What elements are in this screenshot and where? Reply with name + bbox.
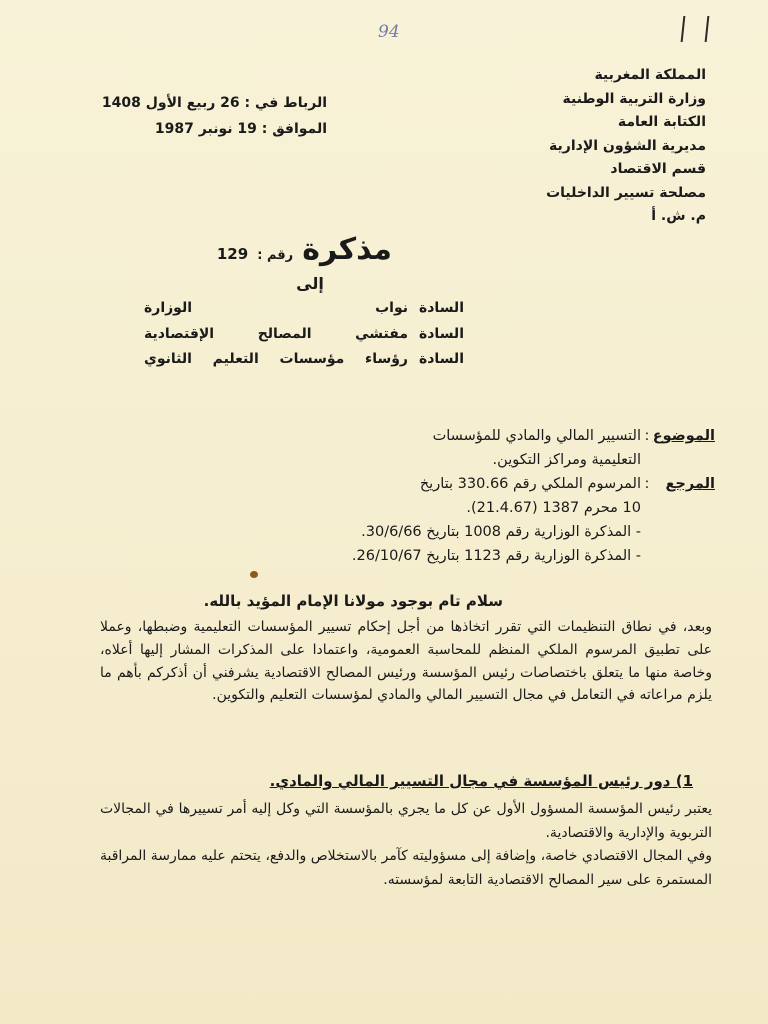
letterhead-line: مديرية الشؤون الإدارية bbox=[549, 137, 706, 154]
section-paragraph: يعتبر رئيس المؤسسة المسؤول الأول عن كل ما يجري بالمؤسسة التي وكل إليه أمر تسييرها في المجالات التربوية والإدارية والاقتصادية. bbox=[100, 801, 712, 841]
subject-line: التعليمية ومراكز التكوين. bbox=[492, 452, 641, 468]
reference-label: المرجع bbox=[665, 476, 715, 492]
letterhead bbox=[546, 64, 706, 229]
date-block bbox=[95, 90, 327, 142]
reference-line: 10 محرم 1387 (21.4.67). bbox=[466, 500, 641, 516]
letterhead-line: المملكة المغربية bbox=[594, 67, 706, 83]
memo-number: 129 bbox=[216, 245, 249, 263]
recipient-row bbox=[144, 347, 464, 373]
reference-line: المرسوم الملكي رقم 330.66 بتاريخ bbox=[419, 476, 641, 492]
letterhead-line: م. ش. أ bbox=[651, 208, 706, 224]
letterhead-line: وزارة التربية الوطنية bbox=[562, 90, 706, 107]
recipient-title: السادة bbox=[418, 325, 464, 342]
intro-paragraph bbox=[100, 616, 712, 707]
subject-reference-block: الموضوع : التسيير المالي والمادي للمؤسسات التعليمية ومراكز التكوين. المرجع : المرسوم الملكي رقم 330.66 بتاريخ 10 محرم 1387 (21.4.67). - المذكرة الوزارية رقم 1008 بتاريخ 30/6/66. - المذكرة الوزارية رقم 1123 بتاريخ 26/10/67. bbox=[145, 424, 715, 568]
section-title: 1) دور رئيس المؤسسة في مجال التسيير المالي والمادي. bbox=[269, 772, 693, 790]
date-line-gregorian: الموافق : 19 نونبر 1987 bbox=[154, 121, 327, 137]
recipient-body: رؤساء مؤسسات التعليم الثانوي bbox=[144, 351, 408, 367]
subject-label: الموضوع bbox=[652, 428, 715, 444]
page-number: 94 bbox=[378, 22, 400, 42]
recipient-title: السادة bbox=[418, 351, 464, 367]
memo-title-text: مذكرة bbox=[302, 232, 392, 267]
reference-line: - المذكرة الوزارية رقم 1123 بتاريخ 26/10/67. bbox=[351, 548, 641, 564]
recipient-row bbox=[144, 296, 464, 322]
ink-spot bbox=[250, 571, 258, 578]
section-paragraph: وفي المجال الاقتصادي خاصة، وإضافة إلى مسؤوليته كآمر بالاستخلاص والدفع، يتحتم عليه ممارسة المراقبة المستمرة على سير المصالح الاقتصادية التابعة لمؤسسته. bbox=[99, 848, 712, 888]
date-line-hijri: الرباط في : 26 ربيع الأول 1408 bbox=[101, 95, 327, 111]
recipient-body: نواب الوزارة bbox=[144, 300, 408, 316]
letterhead-line: مصلحة تسيير الداخليات bbox=[546, 184, 706, 201]
reference-line: - المذكرة الوزارية رقم 1008 بتاريخ 30/6/66. bbox=[361, 524, 641, 540]
to-label: إلى bbox=[296, 274, 324, 293]
memo-number-label: رقم : bbox=[257, 248, 294, 263]
recipient-title: السادة bbox=[418, 300, 464, 316]
intro-paragraph-text: وبعد، في نطاق التنظيمات التي تقرر اتخاذها من أجل إحكام تسيير المؤسسات التعليمية وضبطها، وعملا على تطبيق المرسوم الملكي المنظم للمحاسبة العمومية، واعتمادا على المذكرات المشار إليها أعلاه، وخاصة منها ما يتعلق باختصاصات رئيس المؤسسة ورئيس المصالح الاقتصادية يشرفني أن أذكركم بأهم ما يلزم مراعاته في التعامل في مجال التسيير المالي والمادي لمؤسسات التعليم والتكوين. bbox=[100, 619, 712, 704]
recipients-list bbox=[144, 296, 464, 373]
margin-mark bbox=[681, 16, 710, 42]
subject-line: التسيير المالي والمادي للمؤسسات bbox=[432, 428, 641, 444]
greeting: سلام تام بوجود مولانا الإمام المؤيد بالله. bbox=[203, 592, 503, 610]
letterhead-line: قسم الاقتصاد bbox=[610, 161, 706, 177]
letterhead-line: الكتابة العامة bbox=[617, 114, 706, 130]
memo-title bbox=[140, 232, 392, 267]
recipient-body: مفتشي المصالح الإقتصادية bbox=[144, 325, 408, 342]
recipient-row bbox=[144, 322, 464, 348]
section-body bbox=[100, 798, 712, 892]
